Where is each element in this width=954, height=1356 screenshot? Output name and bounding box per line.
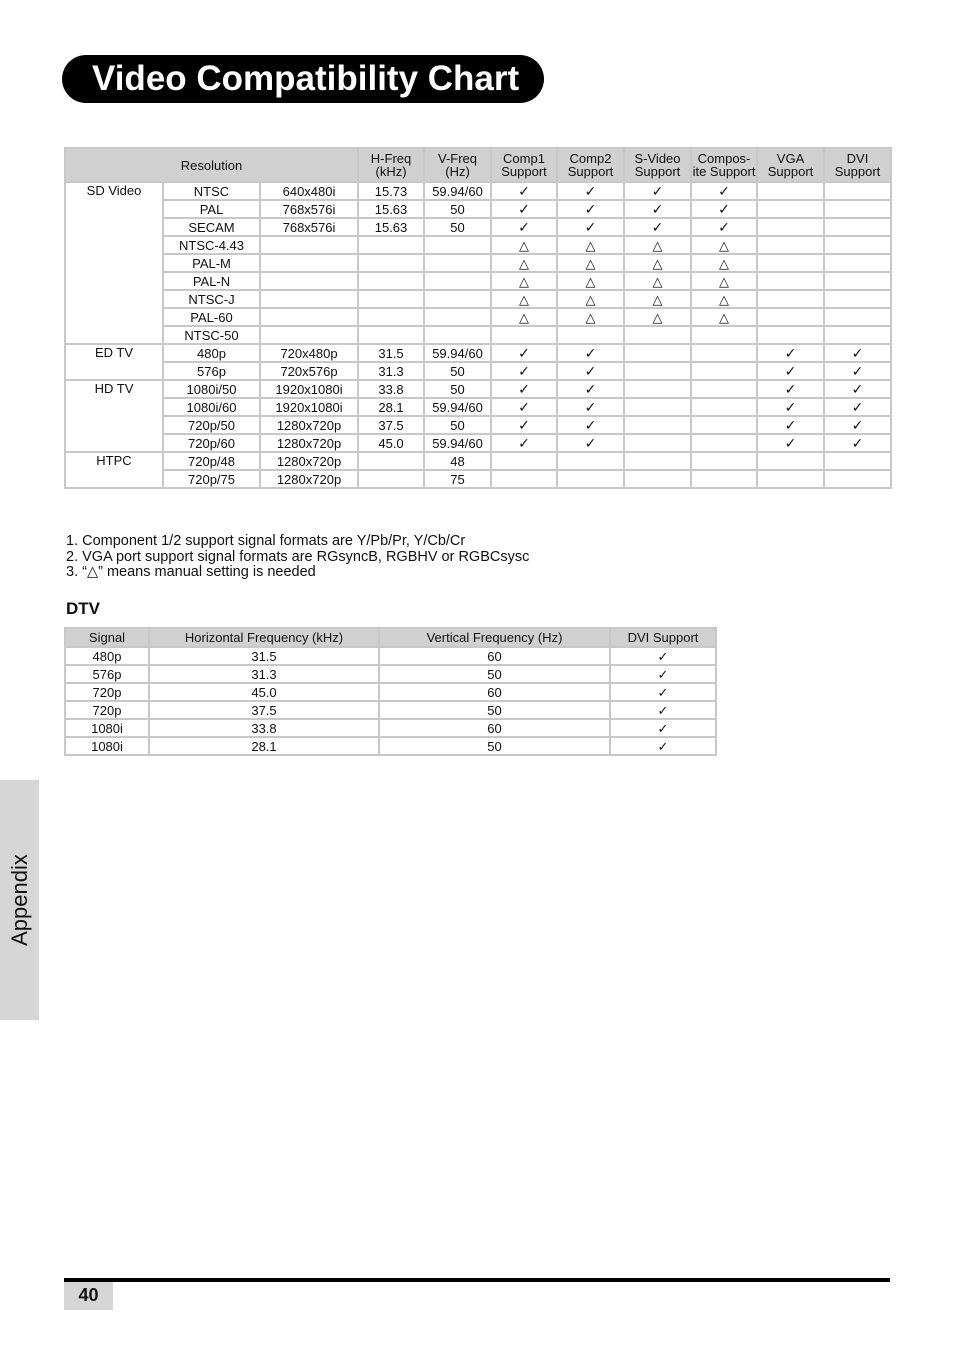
resolution-cell: 768x576i (260, 200, 358, 218)
signal-cell: NTSC-J (163, 290, 260, 308)
vga-cell (757, 470, 824, 488)
table-row (65, 272, 891, 290)
group-label: SD Video (65, 182, 163, 344)
comp1-cell: ✓ (491, 416, 557, 434)
table-row (65, 665, 716, 683)
signal-cell: 720p/48 (163, 452, 260, 470)
svideo-cell: △ (624, 272, 691, 290)
vfreq-cell: 50 (424, 218, 491, 236)
dtv-hfreq-cell: 45.0 (149, 683, 379, 701)
table-row (65, 719, 716, 737)
dtv-heading: DTV (66, 599, 100, 618)
resolution-cell: 1280x720p (260, 416, 358, 434)
resolution-cell: 1280x720p (260, 434, 358, 452)
dtv-dvi-cell: ✓ (610, 701, 716, 719)
dvi-cell: ✓ (824, 398, 891, 416)
composite-cell (691, 398, 757, 416)
comp2-cell: △ (557, 254, 624, 272)
table-row (65, 701, 716, 719)
vga-cell (757, 290, 824, 308)
comp2-cell: ✓ (557, 380, 624, 398)
composite-cell: △ (691, 272, 757, 290)
vfreq-cell (424, 290, 491, 308)
comp2-cell (557, 470, 624, 488)
dtv-vfreq-cell: 50 (379, 737, 610, 755)
comp1-cell: ✓ (491, 362, 557, 380)
vga-cell: ✓ (757, 416, 824, 434)
header-hfreq: H-Freq (kHz) (358, 148, 424, 182)
hfreq-cell: 33.8 (358, 380, 424, 398)
svideo-cell (624, 344, 691, 362)
vga-cell (757, 308, 824, 326)
footer-rule (64, 1278, 890, 1282)
svideo-cell: △ (624, 308, 691, 326)
composite-cell (691, 344, 757, 362)
table-row (65, 308, 891, 326)
dvi-cell: ✓ (824, 380, 891, 398)
composite-cell (691, 362, 757, 380)
vfreq-cell: 50 (424, 362, 491, 380)
dtv-signal-cell: 720p (65, 683, 149, 701)
dtv-signal-cell: 576p (65, 665, 149, 683)
dvi-cell: ✓ (824, 434, 891, 452)
vfreq-cell (424, 272, 491, 290)
vga-cell (757, 272, 824, 290)
appendix-side-tab (0, 780, 39, 1020)
dtv-vfreq-cell: 50 (379, 665, 610, 683)
header-comp1: Comp1 Support (491, 148, 557, 182)
vfreq-cell: 59.94/60 (424, 398, 491, 416)
comp1-cell: ✓ (491, 434, 557, 452)
svideo-cell (624, 434, 691, 452)
dtv-signal-cell: 1080i (65, 719, 149, 737)
hfreq-cell (358, 236, 424, 254)
comp1-cell: △ (491, 308, 557, 326)
table-row (65, 434, 891, 452)
vga-cell: ✓ (757, 344, 824, 362)
footnote: 1. Component 1/2 support signal formats are Y/Pb/Pr, Y/Cb/Cr (66, 533, 466, 549)
resolution-cell (260, 308, 358, 326)
svideo-cell (624, 470, 691, 488)
dtv-hfreq-cell: 31.3 (149, 665, 379, 683)
dtv-header-hfreq: Horizontal Frequency (kHz) (149, 628, 379, 647)
composite-cell: ✓ (691, 200, 757, 218)
hfreq-cell (358, 452, 424, 470)
comp2-cell: ✓ (557, 398, 624, 416)
signal-cell: NTSC (163, 182, 260, 200)
hfreq-cell (358, 326, 424, 344)
composite-cell (691, 326, 757, 344)
table-row (65, 236, 891, 254)
vfreq-cell: 50 (424, 200, 491, 218)
dvi-cell (824, 236, 891, 254)
comp1-cell: △ (491, 272, 557, 290)
hfreq-cell: 37.5 (358, 416, 424, 434)
dtv-header-signal: Signal (65, 628, 149, 647)
footnote: 3. “△” means manual setting is needed (66, 564, 316, 580)
video-compatibility-table (64, 147, 892, 489)
composite-cell: △ (691, 254, 757, 272)
table-row (65, 398, 891, 416)
vga-cell (757, 326, 824, 344)
dtv-hfreq-cell: 31.5 (149, 647, 379, 665)
comp2-cell: ✓ (557, 416, 624, 434)
composite-cell (691, 470, 757, 488)
table-row (65, 344, 891, 362)
comp2-cell: ✓ (557, 434, 624, 452)
svideo-cell: △ (624, 290, 691, 308)
table-row (65, 218, 891, 236)
dtv-hfreq-cell: 28.1 (149, 737, 379, 755)
comp1-cell: △ (491, 290, 557, 308)
signal-cell: PAL-60 (163, 308, 260, 326)
dvi-cell (824, 308, 891, 326)
comp1-cell: ✓ (491, 344, 557, 362)
comp1-cell: ✓ (491, 398, 557, 416)
signal-cell: 720p/75 (163, 470, 260, 488)
dtv-header-dvi: DVI Support (610, 628, 716, 647)
signal-cell: 1080i/50 (163, 380, 260, 398)
dvi-cell (824, 326, 891, 344)
dtv-vfreq-cell: 60 (379, 647, 610, 665)
dvi-cell (824, 452, 891, 470)
page-number: 40 (64, 1282, 113, 1310)
page-title: Video Compatibility Chart (62, 55, 544, 103)
table-row (65, 182, 891, 200)
table-row (65, 254, 891, 272)
dtv-signal-cell: 720p (65, 701, 149, 719)
comp2-cell: ✓ (557, 200, 624, 218)
svideo-cell: ✓ (624, 218, 691, 236)
hfreq-cell (358, 290, 424, 308)
resolution-cell (260, 236, 358, 254)
dtv-dvi-cell: ✓ (610, 665, 716, 683)
header-vga: VGA Support (757, 148, 824, 182)
table-row (65, 362, 891, 380)
dvi-cell (824, 182, 891, 200)
dtv-header-row (65, 628, 716, 647)
resolution-cell: 720x576p (260, 362, 358, 380)
signal-cell: 1080i/60 (163, 398, 260, 416)
signal-cell: 720p/50 (163, 416, 260, 434)
comp2-cell: ✓ (557, 218, 624, 236)
vfreq-cell (424, 254, 491, 272)
vga-cell (757, 200, 824, 218)
resolution-cell: 1920x1080i (260, 398, 358, 416)
header-vfreq: V-Freq (Hz) (424, 148, 491, 182)
svideo-cell: ✓ (624, 182, 691, 200)
hfreq-cell (358, 272, 424, 290)
svideo-cell: △ (624, 236, 691, 254)
composite-cell: △ (691, 308, 757, 326)
comp1-cell (491, 452, 557, 470)
resolution-cell: 720x480p (260, 344, 358, 362)
resolution-cell: 1920x1080i (260, 380, 358, 398)
comp1-cell: △ (491, 254, 557, 272)
svideo-cell: ✓ (624, 200, 691, 218)
dvi-cell (824, 254, 891, 272)
dtv-signal-cell: 480p (65, 647, 149, 665)
dvi-cell (824, 218, 891, 236)
vfreq-cell (424, 326, 491, 344)
table-row (65, 326, 891, 344)
signal-cell: SECAM (163, 218, 260, 236)
composite-cell (691, 380, 757, 398)
composite-cell (691, 452, 757, 470)
dtv-table (64, 627, 717, 756)
signal-cell: PAL (163, 200, 260, 218)
group-label: HTPC (65, 452, 163, 488)
dtv-vfreq-cell: 60 (379, 719, 610, 737)
dvi-cell (824, 200, 891, 218)
table-row (65, 470, 891, 488)
header-resolution: Resolution (65, 148, 358, 182)
group-label: ED TV (65, 344, 163, 380)
hfreq-cell: 15.63 (358, 218, 424, 236)
signal-cell: NTSC-4.43 (163, 236, 260, 254)
footnote: 2. VGA port support signal formats are RGsyncB, RGBHV or RGBCsysc (66, 548, 530, 565)
hfreq-cell: 15.73 (358, 182, 424, 200)
vga-cell (757, 182, 824, 200)
vfreq-cell: 59.94/60 (424, 344, 491, 362)
vfreq-cell: 75 (424, 470, 491, 488)
signal-cell: PAL-N (163, 272, 260, 290)
svideo-cell (624, 380, 691, 398)
dtv-dvi-cell: ✓ (610, 683, 716, 701)
composite-cell: △ (691, 236, 757, 254)
resolution-cell (260, 326, 358, 344)
svideo-cell (624, 362, 691, 380)
composite-cell: ✓ (691, 218, 757, 236)
svideo-cell (624, 452, 691, 470)
vfreq-cell (424, 236, 491, 254)
resolution-cell (260, 290, 358, 308)
dtv-vfreq-cell: 50 (379, 701, 610, 719)
composite-cell: ✓ (691, 182, 757, 200)
vga-cell (757, 452, 824, 470)
table-row (65, 452, 891, 470)
composite-cell (691, 416, 757, 434)
table-header-row (65, 148, 891, 182)
dtv-table-body (65, 647, 716, 755)
table-row (65, 647, 716, 665)
vga-cell (757, 254, 824, 272)
header-comp2: Comp2 Support (557, 148, 624, 182)
signal-cell: 576p (163, 362, 260, 380)
comp2-cell: △ (557, 290, 624, 308)
resolution-cell: 640x480i (260, 182, 358, 200)
table-row (65, 290, 891, 308)
dtv-hfreq-cell: 37.5 (149, 701, 379, 719)
vga-cell: ✓ (757, 380, 824, 398)
hfreq-cell: 31.3 (358, 362, 424, 380)
hfreq-cell: 15.63 (358, 200, 424, 218)
vga-cell (757, 218, 824, 236)
dvi-cell: ✓ (824, 416, 891, 434)
vfreq-cell: 59.94/60 (424, 434, 491, 452)
dtv-dvi-cell: ✓ (610, 719, 716, 737)
signal-cell: 720p/60 (163, 434, 260, 452)
resolution-cell (260, 272, 358, 290)
dvi-cell: ✓ (824, 344, 891, 362)
dvi-cell: ✓ (824, 362, 891, 380)
vga-cell: ✓ (757, 434, 824, 452)
hfreq-cell (358, 254, 424, 272)
header-composite: Compos-ite Support (691, 148, 757, 182)
svideo-cell (624, 398, 691, 416)
comp1-cell: ✓ (491, 200, 557, 218)
comp2-cell (557, 326, 624, 344)
comp2-cell: △ (557, 236, 624, 254)
comp2-cell: ✓ (557, 344, 624, 362)
dtv-vfreq-cell: 60 (379, 683, 610, 701)
comp1-cell: ✓ (491, 182, 557, 200)
svideo-cell (624, 326, 691, 344)
comp2-cell: ✓ (557, 182, 624, 200)
comp1-cell (491, 326, 557, 344)
dtv-dvi-cell: ✓ (610, 647, 716, 665)
resolution-cell (260, 254, 358, 272)
dtv-hfreq-cell: 33.8 (149, 719, 379, 737)
dvi-cell (824, 470, 891, 488)
comp2-cell: △ (557, 308, 624, 326)
comp1-cell: ✓ (491, 218, 557, 236)
table-row (65, 737, 716, 755)
vfreq-cell: 48 (424, 452, 491, 470)
vfreq-cell: 50 (424, 380, 491, 398)
dtv-header-vfreq: Vertical Frequency (Hz) (379, 628, 610, 647)
hfreq-cell: 45.0 (358, 434, 424, 452)
vfreq-cell: 50 (424, 416, 491, 434)
comp1-cell (491, 470, 557, 488)
footnotes (66, 534, 529, 581)
signal-cell: PAL-M (163, 254, 260, 272)
side-tab-label: Appendix (6, 854, 32, 946)
composite-cell: △ (691, 290, 757, 308)
svideo-cell: △ (624, 254, 691, 272)
dvi-cell (824, 272, 891, 290)
group-label: HD TV (65, 380, 163, 452)
signal-cell: 480p (163, 344, 260, 362)
composite-cell (691, 434, 757, 452)
comp2-cell: △ (557, 272, 624, 290)
hfreq-cell: 31.5 (358, 344, 424, 362)
vga-cell: ✓ (757, 398, 824, 416)
dtv-dvi-cell: ✓ (610, 737, 716, 755)
vfreq-cell: 59.94/60 (424, 182, 491, 200)
header-dvi: DVI Support (824, 148, 891, 182)
hfreq-cell (358, 470, 424, 488)
hfreq-cell: 28.1 (358, 398, 424, 416)
table-row (65, 200, 891, 218)
resolution-cell: 1280x720p (260, 452, 358, 470)
hfreq-cell (358, 308, 424, 326)
dvi-cell (824, 290, 891, 308)
svideo-cell (624, 416, 691, 434)
header-svideo: S-Video Support (624, 148, 691, 182)
resolution-cell: 1280x720p (260, 470, 358, 488)
comp1-cell: ✓ (491, 380, 557, 398)
table-row (65, 380, 891, 398)
vga-cell: ✓ (757, 362, 824, 380)
signal-cell: NTSC-50 (163, 326, 260, 344)
dtv-signal-cell: 1080i (65, 737, 149, 755)
compat-table-body (65, 182, 891, 488)
comp2-cell (557, 452, 624, 470)
resolution-cell: 768x576i (260, 218, 358, 236)
vga-cell (757, 236, 824, 254)
table-row (65, 416, 891, 434)
table-row (65, 683, 716, 701)
comp1-cell: △ (491, 236, 557, 254)
comp2-cell: ✓ (557, 362, 624, 380)
vfreq-cell (424, 308, 491, 326)
